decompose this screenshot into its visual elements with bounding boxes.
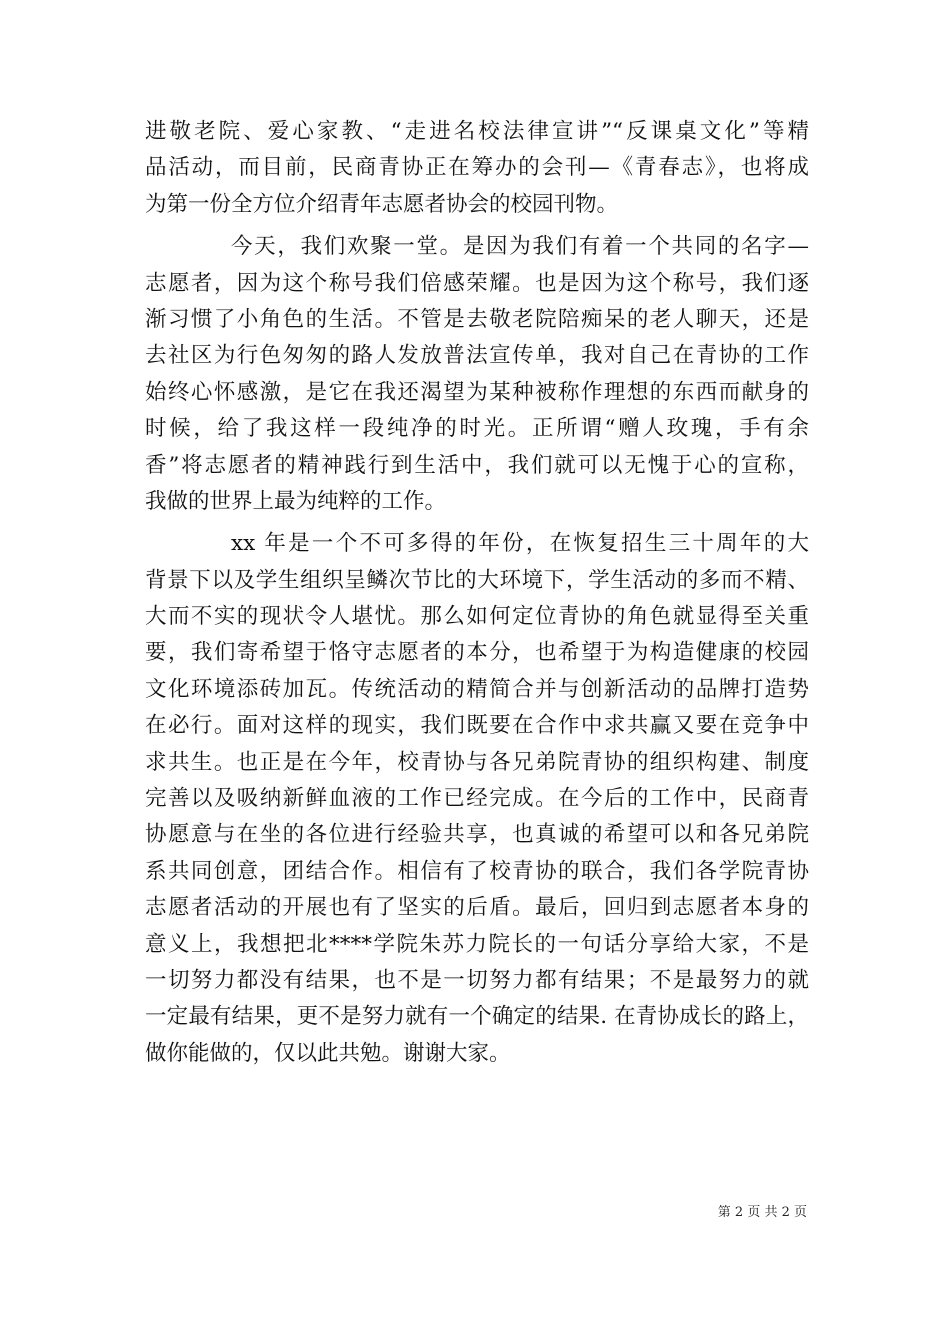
text-line: 今天，我们欢聚一堂。是因为我们有着一个共同的名字— xyxy=(231,234,809,260)
text-line: 大而不实的现状令人堪忧。那么如何定位青协的角色就显得至关重 xyxy=(145,604,809,630)
text-line: 志愿者，因为这个称号我们倍感荣耀。也是因为这个称号，我们逐 xyxy=(145,270,809,296)
text-line: 做你能做的，仅以此共勉。谢谢大家。 xyxy=(145,1040,511,1066)
text-line: 协愿意与在坐的各位进行经验共享，也真诚的希望可以和各兄弟院 xyxy=(145,822,809,848)
text-line: 香”将志愿者的精神践行到生活中，我们就可以无愧于心的宣称， xyxy=(145,452,809,478)
text-line: xx 年是一个不可多得的年份，在恢复招生三十周年的大 xyxy=(231,531,809,557)
text-line: 为第一份全方位介绍青年志愿者协会的校园刊物。 xyxy=(145,191,619,217)
text-line: 渐习惯了小角色的生活。不管是去敬老院陪痴呆的老人聊天，还是 xyxy=(145,306,809,332)
text-line: 时候，给了我这样一段纯净的时光。正所谓“赠人玫瑰，手有余 xyxy=(145,416,809,442)
text-line: 一切努力都没有结果，也不是一切努力都有结果；不是最努力的就 xyxy=(145,967,809,993)
text-line: 系共同创意，团结合作。相信有了校青协的联合，我们各学院青协 xyxy=(145,858,809,884)
text-line: 文化环境添砖加瓦。传统活动的精简合并与创新活动的品牌打造势 xyxy=(145,676,809,702)
page-number-footer: 第 2 页 共 2 页 xyxy=(717,1205,807,1220)
text-line: 求共生。也正是在今年，校青协与各兄弟院青协的组织构建、制度 xyxy=(145,749,809,775)
text-line: 在必行。面对这样的现实，我们既要在合作中求共赢又要在竞争中 xyxy=(145,713,809,739)
text-line: 一定最有结果，更不是努力就有一个确定的结果. 在青协成长的路上， xyxy=(145,1004,809,1030)
text-line: 我做的世界上最为纯粹的工作。 xyxy=(145,488,447,514)
text-line: 进敬老院、爱心家教、“走进名校法律宣讲”“反课桌文化”等精 xyxy=(145,119,809,144)
text-line: 完善以及吸纳新鲜血液的工作已经完成。在今后的工作中，民商青 xyxy=(145,786,809,812)
text-line: 始终心怀感激，是它在我还渴望为某种被称作理想的东西而献身的 xyxy=(145,379,809,405)
text-line: 背景下以及学生组织呈鳞次节比的大环境下，学生活动的多而不精、 xyxy=(145,567,809,593)
text-line: 要，我们寄希望于恪守志愿者的本分，也希望于为构造健康的校园 xyxy=(145,640,809,666)
text-line: 志愿者活动的开展也有了坚实的后盾。最后，回归到志愿者本身的 xyxy=(145,895,809,921)
paragraph-1 xyxy=(145,114,809,223)
document-body xyxy=(145,114,809,1072)
paragraph-3 xyxy=(145,526,809,1072)
text-line: 品活动，而目前，民商青协正在筹办的会刊—《青春志》，也将成 xyxy=(145,155,809,181)
paragraph-2 xyxy=(145,229,809,520)
text-line: 去社区为行色匆匆的路人发放普法宣传单，我对自己在青协的工作 xyxy=(145,343,809,369)
text-line: 意义上，我想把北****学院朱苏力院长的一句话分享给大家，不是 xyxy=(145,931,809,957)
